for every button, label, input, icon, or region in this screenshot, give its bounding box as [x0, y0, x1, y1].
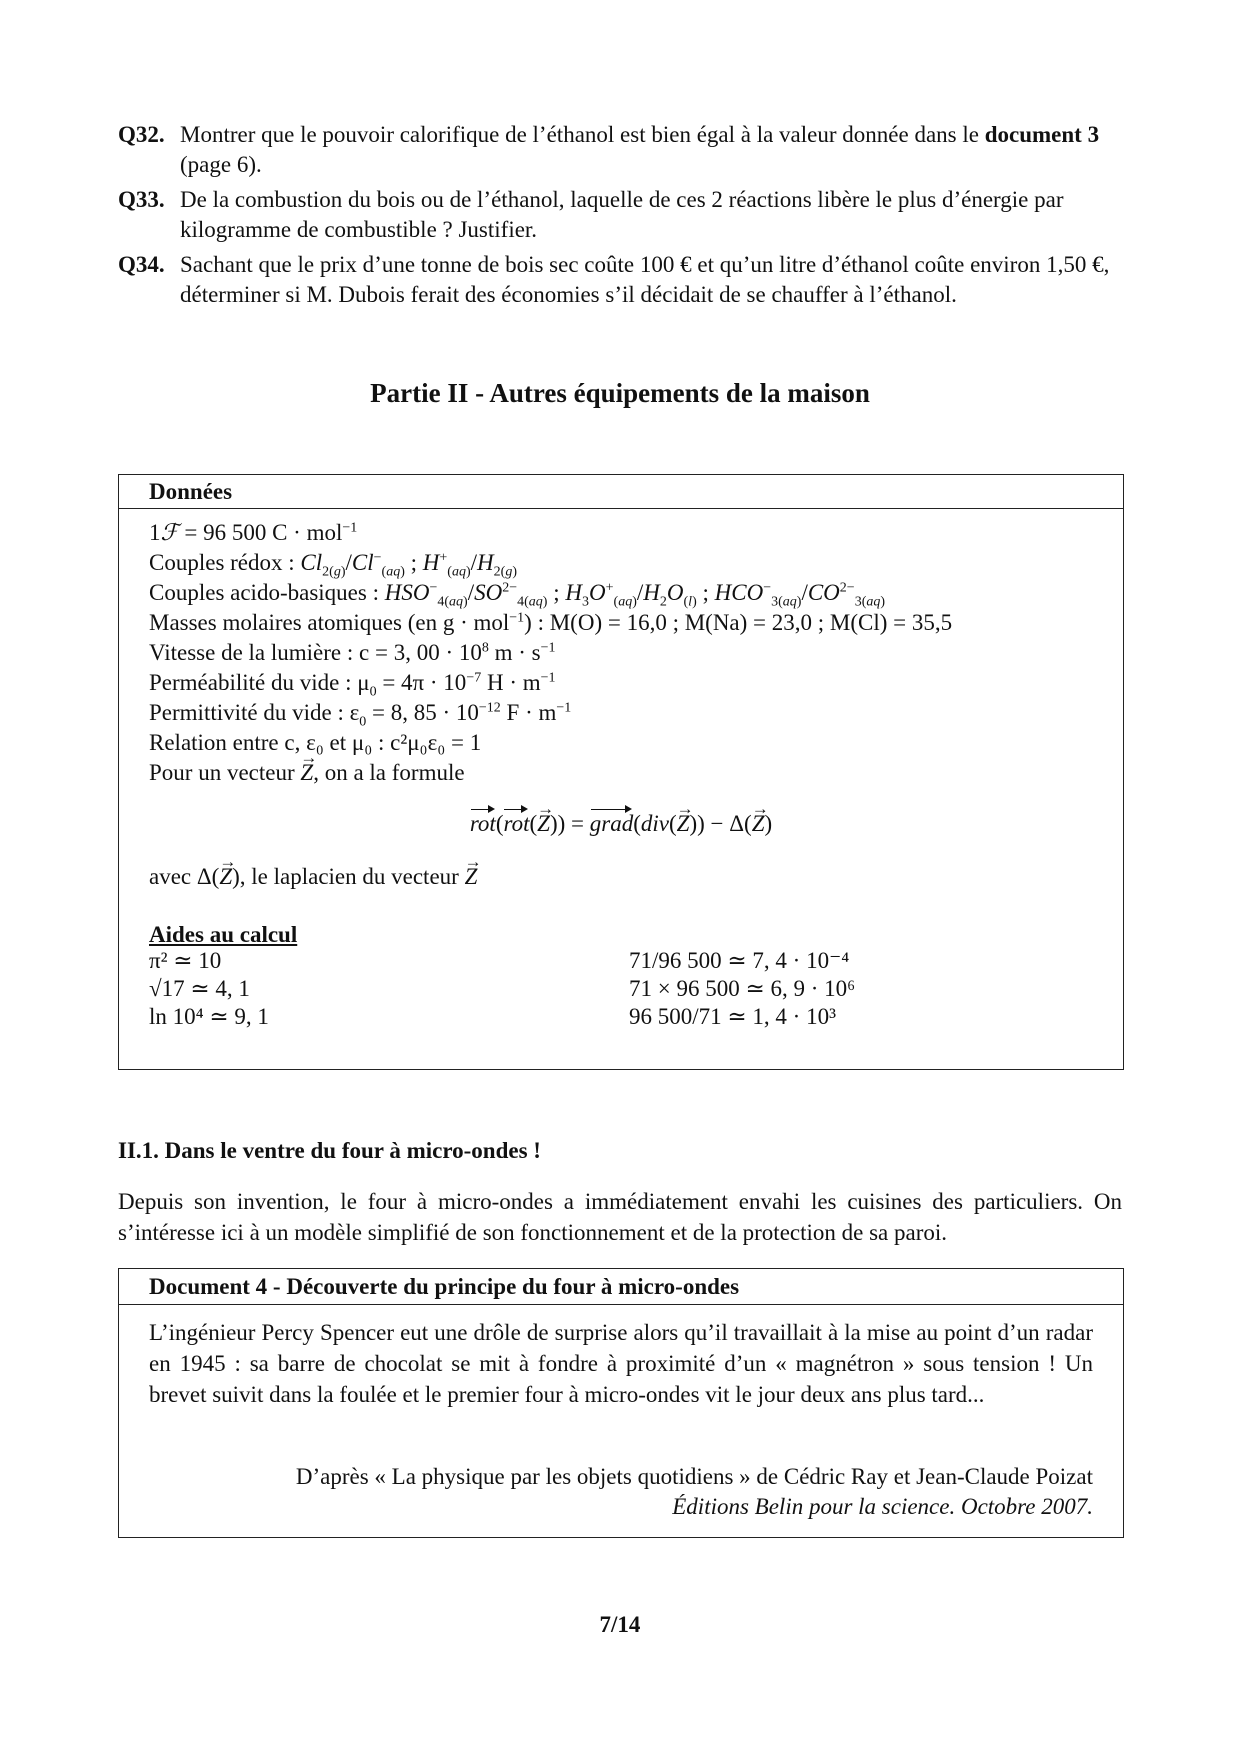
part-title: Partie II - Autres équipements de la maison [370, 378, 870, 408]
permeability-unit: H · m [481, 670, 541, 695]
faraday-constant: 1ℱ = 96 500 C · mol$^{-1}$ [149, 520, 358, 545]
document4-citation: D’après « La physique par les objets quotidiens » de Cédric Ray et Jean-Claude Poizat [295, 1464, 1093, 1489]
redox-label: Couples rédox : [149, 550, 301, 575]
document4-text: L’ingénieur Percy Spencer eut une drôle de surprise alors qu’il travaillait à la mise au point d’un radar en 1945 : sa barre de chocolat se mit à fondre à proximité d’un « magnétron » sous tension ! Un brevet suivit dans la foulée et le premier four à micro-ondes vit le jour deux ans plus tard... [149, 1320, 1093, 1407]
donnees-title: Données [119, 475, 1123, 509]
permeability-label: Perméabilité du vide : μ [149, 670, 370, 695]
speed-of-light-text: Vitesse de la lumière : c = 3, 00 · 10 [149, 640, 482, 665]
vector-intro [149, 759, 465, 787]
donnees-box [118, 474, 1124, 1070]
document4-edition: Éditions Belin pour la science. Octobre 2007. [672, 1494, 1093, 1519]
question-text-end: (page 6). [180, 152, 262, 177]
aide-left-2: √17 ≃ 4, 1 [149, 976, 250, 1001]
vacuum-permittivity: Permittivité du vide : $\varepsilon_0 = 8$, $85 \cdot 10^{-12}$ $F \cdot m^{-1}$ [149, 700, 572, 730]
molar-masses-values: ) : M(O) = 16,0 ; M(Na) = 23,0 ; M(Cl) = 35,5 [524, 610, 953, 635]
document-reference: document 3 [984, 122, 1100, 147]
question-text: Montrer que le pouvoir calorifique de l’éthanol est bien égal à la valeur donnée dans le [180, 122, 985, 147]
permeability-value: = 4π · 10 [376, 670, 467, 695]
laplacian-note-text: avec Δ( [149, 864, 220, 889]
permittivity-value: = 8, 85 · 10 [366, 700, 479, 725]
aide-right-1: 71/96 500 ≃ 7, 4 · 10⁻⁴ [629, 948, 850, 973]
vacuum-permeability: Perméabilité du vide : $\mu_0 = 4\pi \cdot 10^{-7}$ $H \cdot m^{-1}$ [149, 670, 556, 700]
aide-right-3: 96 500/71 ≃ 1, 4 · 10³ [629, 1004, 836, 1029]
aide-left-1: π² ≃ 10 [149, 948, 222, 973]
question-text: Sachant que le prix d’une tonne de bois sec coûte 100 € et qu’un litre d’éthanol coûte environ 1,50 €, déterminer si M. Dubois ferait des économies s’il décidait de se chauffer à l’éthanol. [180, 252, 1110, 307]
page-number: 7/14 [599, 1612, 641, 1637]
question-number: Q34. [118, 252, 165, 277]
vector-intro-text: Pour un vecteur [149, 760, 301, 785]
acid-base-label: Couples acido-basiques : [149, 580, 385, 605]
aide-left-3: ln 10⁴ ≃ 9, 1 [149, 1004, 269, 1029]
question-32 [118, 120, 1118, 180]
laplacian-note: avec Δ(→ Z), le laplacien du vecteur → Z [149, 863, 477, 891]
vector-z: → Z [465, 863, 478, 891]
faraday-value: = 96 500 C · mol [184, 520, 343, 545]
permittivity-label: Permittivité du vide : ε [149, 700, 360, 725]
relation-c-eps-mu: Relation entre c, ε₀ et μ₀ : c²μ₀ε₀ = 1 [149, 730, 482, 755]
section-intro: Depuis son invention, le four à micro-ondes a immédiatement envahi les cuisines des particuliers. On s’intéresse ici à un modèle simplifié de son fonctionnement et de la protection de sa paroi. [118, 1189, 1122, 1245]
redox-couples: Couples rédox : $Cl_{2(g)}/Cl^-_{(aq)}$ ; $H^+_{(aq)}/H_{2(g)}$ [149, 550, 517, 580]
vector-intro-end: , on a la formule [313, 760, 465, 785]
document4-title: Document 4 - Découverte du principe du four à micro-ondes [119, 1269, 1123, 1305]
question-34 [118, 250, 1118, 310]
molar-masses: Masses molaires atomiques (en g · mol$^{-1}$) : M(O) = 16,0 ; M(Na) = 23,0 ; M(Cl) = 35,5 [149, 610, 953, 635]
question-text: De la combustion du bois ou de l’éthanol, laquelle de ces 2 réactions libère le plus d’énergie par kilogramme de combustible ? Justifier. [180, 187, 1064, 242]
laplacian-note-end: ), le laplacien du vecteur [232, 864, 465, 889]
speed-of-light-unit: m · s [488, 640, 541, 665]
question-number: Q32. [118, 122, 165, 147]
curl-curl-formula: rot(rot(→ Z)) = grad(div(→ Z)) − Δ(→ Z) [119, 809, 1123, 839]
aide-right-2: 71 × 96 500 ≃ 6, 9 · 10⁶ [629, 976, 856, 1001]
section-title: II.1. Dans le ventre du four à micro-ondes ! [118, 1138, 541, 1163]
question-number: Q33. [118, 187, 165, 212]
molar-masses-label: Masses molaires atomiques (en g · mol [149, 610, 510, 635]
document4-box [118, 1268, 1124, 1538]
speed-of-light: Vitesse de la lumière : c = 3, $00 \cdot 10^8$ $m \cdot s^{-1}$ [149, 640, 556, 665]
question-33 [118, 185, 1118, 245]
acid-base-couples: Couples acido-basiques : $HSO^-_{4(aq)}/SO^{2-}_{4(aq)}$ ; $H_3O^+_{(aq)}/H_2O_{(l)}$ ; $HCO^-_{3(aq)}/CO^{2-}_{3(aq)}$ [149, 580, 886, 610]
aides-title: Aides au calcul [149, 922, 298, 947]
permittivity-unit: F · m [500, 700, 557, 725]
vector-z: → Z [300, 759, 313, 787]
